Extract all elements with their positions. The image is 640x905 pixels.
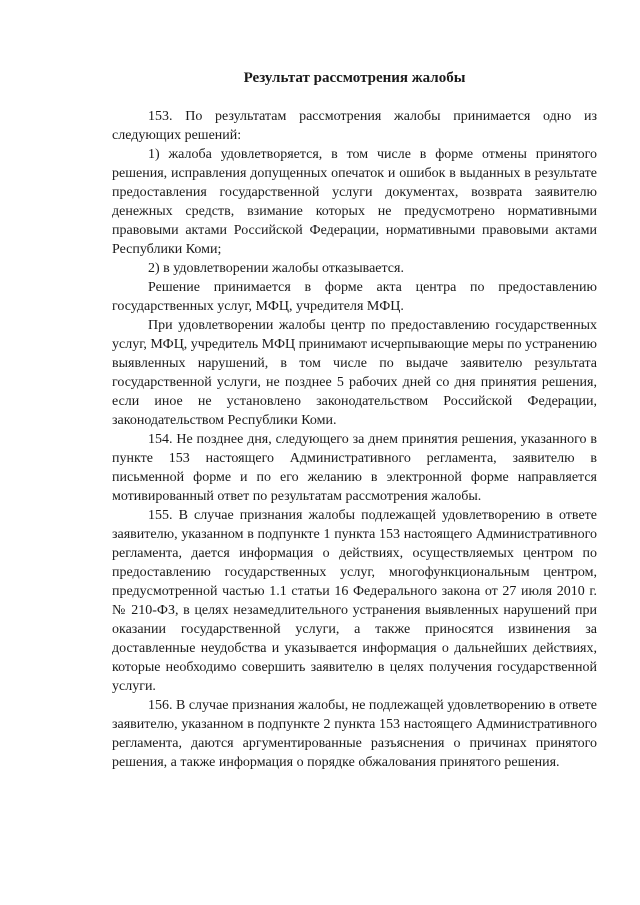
document-page: [112, 70, 597, 772]
paragraph-153-item-1: 1) жалоба удовлетворяется, в том числе в форме отмены принятого решения, исправления допущенных опечаток и ошибок в выданных в результате предоставления государственной услуги документах, возврата заявителю денежных средств, взимание которых не предусмотрено нормативными правовыми актами Российской Федерации, нормативными правовыми актами Республики Коми;: [112, 147, 597, 257]
document-title: Результат рассмотрения жалобы: [243, 70, 466, 86]
paragraph-remedy-measures: При удовлетворении жалобы центр по предоставлению государственных услуг, МФЦ, учредитель МФЦ принимают исчерпывающие меры по устранению выявленных нарушений, в том числе по выдаче заявителю результата государственной услуги, не позднее 5 рабочих дней со дня принятия решения, если иное не установлено законодательством Российской Федерации, законодательством Республики Коми.: [112, 318, 597, 428]
paragraph-153-item-2: 2) в удовлетворении жалобы отказывается.: [148, 261, 404, 276]
paragraph-153: 153. По результатам рассмотрения жалобы принимается одно из следующих решений:: [112, 109, 597, 143]
paragraph-decision-form: Решение принимается в форме акта центра по предоставлению государственных услуг, МФЦ, учредителя МФЦ.: [112, 280, 597, 314]
paragraph-154: 154. Не позднее дня, следующего за днем принятия решения, указанного в пункте 153 настоящего Административного регламента, заявителю в письменной форме и по его желанию в электронной форме направляется мотивированный ответ по результатам рассмотрения жалобы.: [112, 432, 597, 504]
paragraph-156: 156. В случае признания жалобы, не подлежащей удовлетворению в ответе заявителю, указанном в подпункте 2 пункта 153 настоящего Административного регламента, даются аргументированные разъяснения о причинах принятого решения, а также информация о порядке обжалования принятого решения.: [112, 698, 597, 770]
paragraph-155: 155. В случае признания жалобы подлежащей удовлетворению в ответе заявителю, указанном в подпункте 1 пункта 153 настоящего Административного регламента, дается информация о действиях, осуществляемых центром по предоставлению государственных услуг, многофункциональным центром, предусмотренной частью 1.1 статьи 16 Федерального закона от 27 июля 2010 г. № 210-ФЗ, в целях незамедлительного устранения выявленных нарушений при оказании государственной услуги, а также приносятся извинения за доставленные неудобства и указывается информация о дальнейших действиях, которые необходимо совершить заявителю в целях получения государственной услуги.: [112, 508, 597, 694]
